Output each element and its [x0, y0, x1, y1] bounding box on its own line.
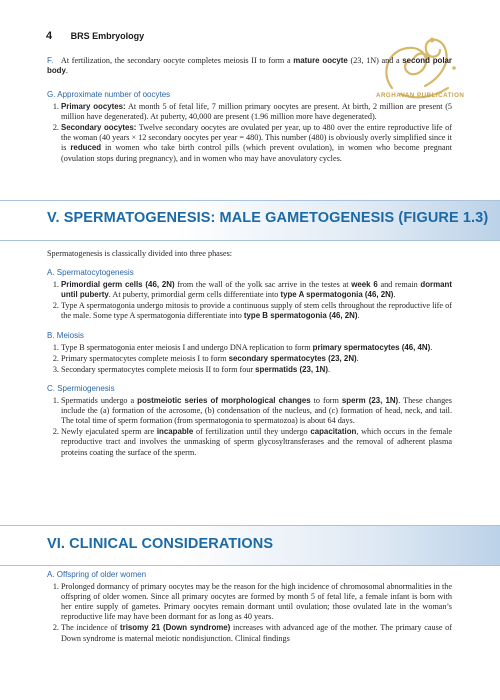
list-item: [61, 102, 452, 122]
section-f-bold: mature oocyte: [293, 56, 348, 65]
list-item-text: Newly ejaculated sperm are: [61, 427, 157, 437]
list-item-text-3: , which occurs in the female reproductive tract and involves the unmasking of sperm glycosyltransferases and the removal of adherent plasma proteins coating the surface of the sperm.: [61, 427, 452, 457]
list-item-text: from the wall of the yolk sac arrive in the testes at: [174, 280, 352, 290]
section-v-band-bottom-rule: [0, 240, 500, 241]
list-item-bold-3: dormant until puberty: [61, 280, 452, 300]
section-vi-a-label: A. Offspring of older women: [47, 570, 147, 579]
section-f-paragraph: F. At fertilization, the secondary oocyte completes meiosis II to form a mature oocyte (23, 1N) and a second polar body.: [47, 56, 453, 76]
list-item-text: Prolonged dormancy of primary oocytes may be the reason for the high incidence of chromosomal abnormalities in the offspring of older women. Since all primary oocytes are formed by month 5 of fetal life, a female infant is born with her entire supply of gametes. Primary oocytes remain dormant until ovulation; those ovulated late in the woman’s reproductive life may have been dormant for as long as 40 years.: [61, 582, 452, 622]
list-item: [61, 365, 452, 375]
section-v-a-list: [47, 280, 452, 321]
section-vi: [47, 570, 452, 645]
running-header: [46, 30, 144, 42]
list-item-text-2: in women who take birth control pills (which prevent ovulation), in women who become pregnant (ovulation stops during pregnancy), and in women who may have anovulatory cycles.: [61, 143, 452, 163]
list-item-text-4: .: [393, 290, 396, 300]
list-item-bold-2: sperm (23, 1N): [341, 396, 399, 406]
list-item-text: Spermatids undergo a: [61, 396, 138, 406]
page-number: 4: [46, 30, 53, 42]
section-g-label: G. Approximate number of oocytes: [47, 90, 171, 99]
section-g: [47, 90, 452, 165]
list-item-bold: postmeiotic series of morphological changes: [137, 396, 311, 406]
list-item-text-2: to form: [310, 396, 342, 406]
section-g-list: [47, 102, 452, 164]
list-item-text: Primary spermatocytes complete meiosis I to form: [61, 353, 229, 363]
section-vi-band-top-rule: [0, 525, 500, 526]
list-item-text-2: .: [327, 364, 331, 374]
section-f-text: At fertilization, the secondary oocyte completes meiosis II to form a: [60, 56, 294, 65]
list-item-bold: Secondary oocytes:: [61, 123, 137, 133]
list-item: [61, 343, 452, 353]
section-v-band-top-rule: [0, 200, 500, 201]
list-item-bold-2: reduced: [70, 143, 102, 153]
section-v-c-list: [47, 396, 452, 458]
list-item-text-2: and remain: [377, 280, 421, 290]
list-item: [61, 427, 452, 457]
section-v-title: V. SPERMATOGENESIS: MALE GAMETOGENESIS (FIGURE 1.3): [47, 210, 489, 226]
section-vi-a-list: [47, 582, 452, 644]
list-item-text-2: .: [356, 353, 359, 363]
list-item-text-3: . These changes include the (a) formation of the acrosome, (b) condensation of the nucleus, and (c) formation of head, neck, and tail. The total time of sperm formation (from spermatogonia to spermatozoa) is about 64 days.: [61, 396, 452, 426]
section-v: [47, 249, 452, 459]
list-item-text-2: increases with advanced age of the mother. The primary cause of Down syndrome is maternal meiotic nondisjunction. Clinical findings: [61, 623, 452, 643]
list-item: [61, 301, 452, 321]
list-item-text: Type B spermatogonia enter meiosis I and undergo DNA replication to form: [61, 342, 313, 352]
list-item-text: At month 5 of fetal life, 7 million primary oocytes are present. At birth, 2 million are present (5 million have degenerated). At puberty, 40,000 are present (1.96 million more have degenerated).: [61, 102, 453, 122]
section-v-a-label: A. Spermatocytogenesis: [47, 268, 134, 278]
list-item: [61, 582, 452, 622]
section-vi-title: VI. CLINICAL CONSIDERATIONS: [47, 536, 274, 552]
list-item-bold: Primary oocytes:: [61, 102, 126, 112]
list-item-text-2: .: [430, 342, 433, 352]
section-v-c-label: C. Spermiogenesis: [47, 383, 115, 393]
book-title: BRS Embryology: [70, 31, 145, 41]
section-v-b-list: [47, 343, 452, 375]
list-item-bold: trisomy 21 (Down syndrome): [120, 623, 231, 633]
list-item-text-2: of fertilization until they undergo: [193, 427, 311, 437]
section-f-bold-2: second polar body: [47, 56, 453, 76]
section-v-intro: Spermatogenesis is classically divided into three phases:: [47, 249, 233, 258]
list-item-bold: secondary spermatocytes (23, 2N): [228, 353, 357, 363]
list-item: [61, 396, 452, 426]
section-v-b-label: B. Meiosis: [47, 330, 84, 340]
list-item-text-3: . At puberty, primordial germ cells differentiate into: [108, 290, 281, 300]
list-item: [61, 123, 452, 163]
list-item-text: Secondary spermatocytes complete meiosis II to form four: [61, 364, 256, 374]
list-item: [61, 354, 452, 364]
list-item-text: Twelve secondary oocytes are ovulated per year, up to 480 over the entire reproductive life of the woman (40 years × 12 secondary oocytes per year = 480). This number (480) is obviously overly simplified since it is: [61, 123, 452, 153]
list-item-bold: spermatids (23, 1N): [255, 364, 328, 374]
list-item-text: The incidence of: [61, 623, 121, 633]
list-item-bold: primary spermatocytes (46, 4N): [312, 342, 431, 352]
list-item-bold-2: capacitation: [310, 427, 357, 437]
list-item-bold: incapable: [156, 427, 194, 437]
section-f-text-2: (23, 1N) and a: [347, 56, 403, 65]
section-f: [47, 56, 452, 76]
list-item-text-2: .: [357, 311, 360, 321]
list-item: [61, 280, 452, 300]
section-vi-band-bottom-rule: [0, 565, 500, 566]
list-item-bold-2: week 6: [351, 280, 378, 290]
list-item: [61, 623, 452, 643]
list-item-bold: Primordial germ cells (46, 2N): [61, 280, 175, 290]
list-item-text: Type A spermatogonia undergo mitosis to provide a continuous supply of stem cells throughout the reproductive life of the male. Some type A spermatogonia differentiate into: [61, 301, 452, 321]
list-item-bold-4: type A spermatogonia (46, 2N): [280, 290, 394, 300]
section-f-text-3: .: [65, 66, 68, 76]
list-item-bold: type B spermatogonia (46, 2N): [243, 311, 358, 321]
publisher-logo-text: ARGHAVAN PUBLICATION: [376, 92, 465, 99]
